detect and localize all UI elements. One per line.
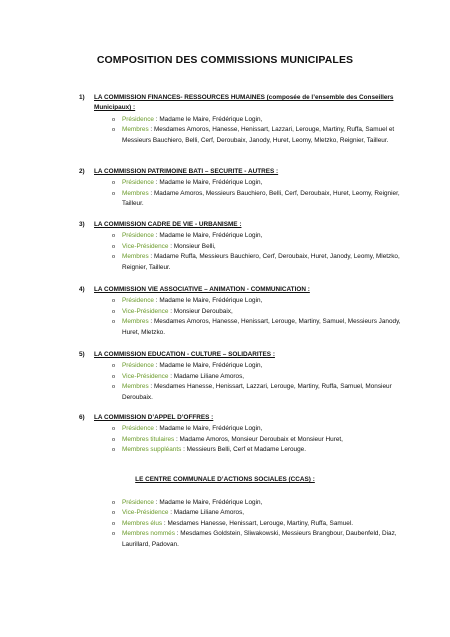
member-names: Madame Liliane Amoros, [173, 509, 245, 517]
bullet-icon: o [112, 243, 116, 250]
list-item: o Présidence : Madame le Maire, Frédérique Login, [0, 498, 450, 508]
list-item: o Membres : Madame Amoros, Messieurs Bauchiero, Belli, Cerf, Deroubaix, Huret, Leomy, Reignier, Tailleur. [112, 189, 400, 208]
commission-education [0, 350, 450, 403]
bullet-icon: o [112, 233, 116, 240]
role-label: Présidence [122, 362, 154, 370]
commission-vie-associative [0, 285, 450, 338]
member-names: Madame le Maire, Frédérique Login, [159, 499, 263, 506]
bullet-icon: o [112, 363, 116, 370]
commission-header [0, 285, 450, 295]
commission-finances [0, 93, 450, 146]
list-item: o Membres nommés : Mesdames Goldstein, Sliwakowski, Messieurs Brangbour, Daubenfeld, Diaz, Laurillard, Padovan. [112, 530, 397, 548]
commission-header [0, 167, 450, 177]
role-label: Présidence [122, 499, 154, 506]
role-label: Présidence [122, 179, 154, 187]
list-item: o Présidence : Madame le Maire, Frédérique Login, [0, 361, 450, 371]
bullet-icon: o [112, 298, 116, 305]
role-label: Membres nommés [122, 530, 175, 538]
commission-number: 6) [79, 414, 85, 421]
member-names: Madame Amoros, Monsieur Deroubaix et Monsieur Huret, [179, 435, 343, 443]
member-names: Mesdames Goldstein, Sliwakowski, Messieurs Brangbour, Daubenfeld, Diaz, Laurillard, Padovan. [122, 530, 397, 548]
commission-patrimoine [0, 167, 450, 210]
role-label: Vice-Présidence [122, 509, 169, 517]
commission-number: 5) [79, 351, 85, 358]
role-label: Vice-Présidence [122, 372, 169, 380]
member-names: Madame le Maire, Frédérique Login, [159, 362, 263, 370]
bullet-icon: o [112, 531, 116, 538]
list-item: o Vice-Présidence : Madame Liliane Amoros, [0, 372, 450, 382]
member-names: Mesdames Hanesse, Henissart, Lazzari, Lerouge, Martiny, Ruffa, Samuel, Monsieur Deroubaix. [122, 383, 392, 401]
commission-title: LA COMMISSION VIE ASSOCIATIVE – ANIMATION - COMMUNICATION : [94, 286, 310, 293]
list-item: o Membres suppléants : Messieurs Belli, Cerf et Madame Lerouge. [0, 445, 450, 455]
bullet-icon: o [112, 319, 116, 326]
list-item: o Vice-Présidence : Monsieur Deroubaix, [0, 307, 450, 317]
member-names: Monsieur Deroubaix, [173, 307, 233, 315]
role-label: Membres [122, 383, 149, 391]
member-names: Madame le Maire, Frédérique Login, [159, 297, 263, 305]
member-names: Messieurs Belli, Cerf et Madame Lerouge. [186, 446, 307, 454]
commission-number: 1) [79, 94, 85, 101]
bullet-icon: o [112, 500, 116, 506]
list-item: o Présidence : Madame le Maire, Frédérique Login, [0, 231, 450, 241]
bullet-icon: o [112, 254, 116, 261]
role-label: Présidence [122, 232, 154, 240]
member-names: Mesdames Amoros, Hanesse, Henissart, Lerouge, Martiny, Samuel, Messieurs Janody, Huret, Mletzko. [122, 318, 401, 336]
bullet-icon: o [112, 447, 116, 454]
bullet-icon: o [112, 384, 116, 391]
bullet-icon: o [112, 180, 116, 187]
member-names: Madame Liliane Amoros, [173, 372, 245, 380]
commission-title: LA COMMISSION FINANCES- RESSOURCES HUMAINES (composée de l’ensemble des Conseillers Municipaux) : [94, 94, 394, 112]
list-item: o Membres titulaires : Madame Amoros, Monsieur Deroubaix et Monsieur Huret, [0, 435, 450, 445]
list-item: o Membres : Madame Ruffa, Messieurs Bauchiero, Cerf, Deroubaix, Huret, Janody, Leomy, Mletzko, Reignier, Tailleur. [112, 253, 400, 271]
commission-number: 2) [79, 168, 85, 175]
bullet-icon: o [112, 373, 116, 380]
list-item: o Membres : Mesdames Amoros, Hanesse, Henissart, Lazzari, Lerouge, Martiny, Ruffa, Samuel et Messieurs Bauchiero, Belli, Cerf, Deroubaix, Janody, Huret, Leomy, Mletzko, Reignier, Tailleur. [112, 126, 395, 144]
list-item: o Vice-Présidence : Monsieur Belli, [0, 242, 450, 252]
list-item: o Présidence : Madame le Maire, Frédérique Login, [0, 424, 450, 434]
bullet-icon: o [112, 510, 116, 517]
commission-title: LA COMMISSION PATRIMOINE BATI – SECURITE - AUTRES : [94, 168, 279, 175]
member-names: Madame le Maire, Frédérique Login, [159, 115, 263, 123]
role-label: Présidence [122, 115, 154, 123]
list-item: o Présidence : Madame le Maire, Frédérique Login, [0, 178, 450, 188]
commission-header [0, 220, 450, 230]
role-label: Membres [122, 253, 149, 261]
commission-appel-offres [0, 413, 450, 456]
member-names: Madame le Maire, Frédérique Login, [159, 232, 263, 240]
list-item: o Présidence : Madame le Maire, Frédérique Login, [0, 115, 450, 125]
role-label: Vice-Présidence [122, 307, 169, 315]
role-label: Membres titulaires [122, 435, 175, 443]
role-label: Membres élus [122, 519, 163, 527]
member-names: Mesdames Amoros, Hanesse, Henissart, Lazzari, Lerouge, Martiny, Ruffa, Samuel et Messieurs Bauchiero, Belli, Cerf, Deroubaix, Janody, Huret, Leomy, Mletzko, Reignier, Tailleur. [122, 126, 395, 144]
role-label: Membres suppléants [122, 446, 182, 454]
commission-header [0, 93, 450, 114]
bullet-icon: o [112, 116, 116, 123]
bullet-icon: o [112, 436, 116, 443]
list-item: o Membres élus : Mesdames Hanesse, Henissart, Lerouge, Martiny, Ruffa, Samuel. [0, 519, 450, 529]
bullet-icon: o [112, 426, 116, 433]
bullet-icon: o [112, 127, 116, 134]
commission-cadre-de-vie [0, 220, 450, 273]
list-item: o Membres : Mesdames Hanesse, Henissart, Lazzari, Lerouge, Martiny, Ruffa, Samuel, Monsieur Deroubaix. [112, 383, 392, 401]
commission-title: LA COMMISSION EDUCATION - CULTURE – SOLIDARITES : [94, 351, 275, 358]
role-label: Membres [122, 189, 149, 197]
bullet-icon: o [112, 308, 116, 315]
role-label: Présidence [122, 425, 154, 433]
commission-title: LA COMMISSION CADRE DE VIE - URBANISME : [94, 221, 242, 228]
commission-header [0, 413, 450, 423]
member-names: Mesdames Hanesse, Henissart, Lerouge, Martiny, Ruffa, Samuel. [167, 519, 353, 527]
member-names: Madame Ruffa, Messieurs Bauchiero, Cerf, Deroubaix, Huret, Janody, Leomy, Mletzko, Reignier, Tailleur. [122, 253, 400, 271]
member-names: Madame le Maire, Frédérique Login, [159, 179, 263, 187]
role-label: Membres [122, 126, 149, 134]
bullet-icon: o [112, 520, 116, 527]
commission-number: 3) [79, 221, 85, 228]
page-title: COMPOSITION DES COMMISSIONS MUNICIPALES [96, 54, 354, 66]
member-names: Madame Amoros, Messieurs Bauchiero, Belli, Cerf, Deroubaix, Huret, Leomy, Reignier, Tailleur. [122, 189, 400, 208]
list-item: o Présidence : Madame le Maire, Frédérique Login, [0, 296, 450, 306]
ccas-members [0, 497, 450, 550]
role-label: Membres [122, 318, 149, 326]
role-label: Vice-Présidence [122, 242, 169, 250]
commission-title: LA COMMISSION D’APPEL D’OFFRES : [94, 414, 214, 421]
commission-number: 4) [79, 286, 85, 293]
bullet-icon: o [112, 190, 116, 197]
ccas-title: LE CENTRE COMMUNALE D’ACTIONS SOCIALES (CCAS) : [135, 476, 315, 483]
list-item: o Membres : Mesdames Amoros, Hanesse, Henissart, Lerouge, Martiny, Samuel, Messieurs Janody, Huret, Mletzko. [112, 318, 401, 336]
commission-header [0, 350, 450, 360]
list-item: o Vice-Présidence : Madame Liliane Amoros, [0, 508, 450, 518]
role-label: Présidence [122, 297, 154, 305]
member-names: Madame le Maire, Frédérique Login, [159, 425, 263, 433]
member-names: Monsieur Belli, [173, 242, 216, 250]
